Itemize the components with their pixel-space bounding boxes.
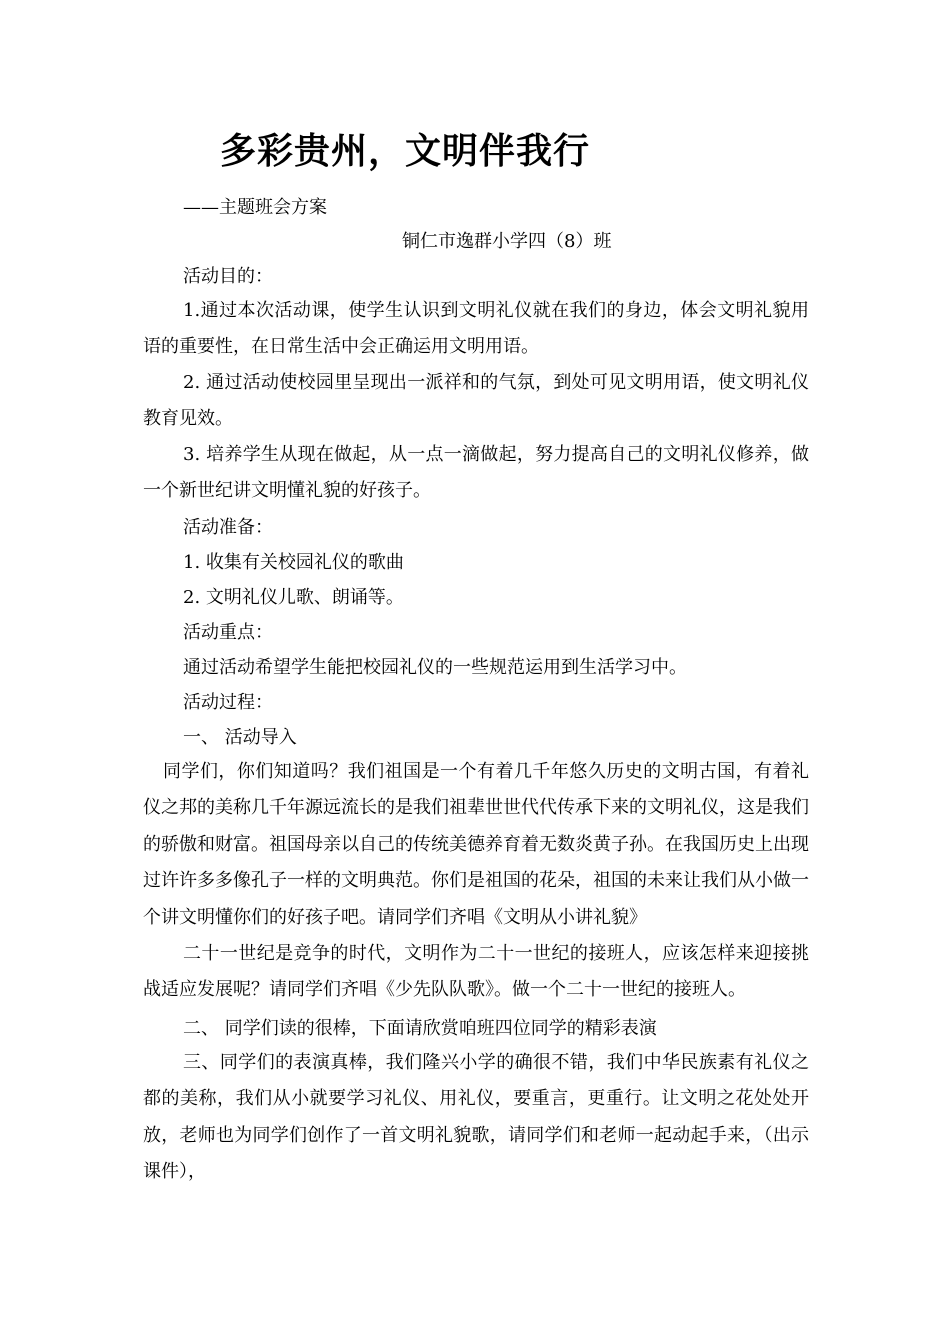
goals-heading: 活动目的： (183, 266, 273, 287)
process-step-1-title: 一、 活动导入 (183, 727, 297, 748)
document-subtitle: ——主题班会方案 (183, 197, 327, 218)
goal-item: 2. 通过活动使校园里呈现出一派祥和的气氛，到处可见文明用语，使文明礼仪教育见效。 (143, 372, 809, 430)
document-title: 多彩贵州，文明伴我行 (220, 130, 591, 172)
focus-heading: 活动重点： (183, 622, 273, 643)
goal-item: 3. 培养学生从现在做起，从一点一滴做起，努力提高自己的文明礼仪修养，做一个新世纪讲文明懂礼貌的好孩子。 (143, 444, 809, 502)
process-step-2: 二、 同学们读的很棒，下面请欣赏咱班四位同学的精彩表演 (183, 1018, 657, 1039)
process-step-1-text-2: 二十一世纪是竞争的时代，文明作为二十一世纪的接班人，应该怎样来迎接挑战适应发展呢？请同学们齐唱《少先队队歌》。做一个二十一世纪的接班人。 (143, 943, 809, 1001)
process-step-3: 三、同学们的表演真棒，我们隆兴小学的确很不错，我们中华民族素有礼仪之都的美称，我们从小就要学习礼仪、用礼仪，要重言，更重行。让文明之花处处开放，老师也为同学们创作了一首文明礼貌歌，请同学们和老师一起动起手来，（出示课件）， (143, 1052, 809, 1183)
preparation-item: 1. 收集有关校园礼仪的歌曲 (183, 552, 404, 573)
school-class: 铜仁市逸群小学四（8）班 (402, 231, 612, 252)
process-step-1-text: 同学们，你们知道吗？我们祖国是一个有着几千年悠久历史的文明古国，有着礼仪之邦的美称几千年源远流长的是我们祖辈世世代代传承下来的文明礼仪，这是我们的骄傲和财富。祖国母亲以自己的传统美德养育着无数炎黄子孙。在我国历史上出现过许许多多像孔子一样的文明典范。你们是祖国的花朵，祖国的未来让我们从小做一个讲文明懂你们的好孩子吧。请同学们齐唱《文明从小讲礼貌》 (143, 761, 809, 928)
preparation-item: 2. 文明礼仪儿歌、朗诵等。 (183, 587, 404, 608)
focus-text: 通过活动希望学生能把校园礼仪的一些规范运用到生活学习中。 (183, 657, 687, 678)
goal-item: 1.通过本次活动课，使学生认识到文明礼仪就在我们的身边，体会文明礼貌用语的重要性，在日常生活中会正确运用文明用语。 (143, 300, 809, 358)
preparation-heading: 活动准备： (183, 517, 273, 538)
process-heading: 活动过程： (183, 692, 273, 713)
